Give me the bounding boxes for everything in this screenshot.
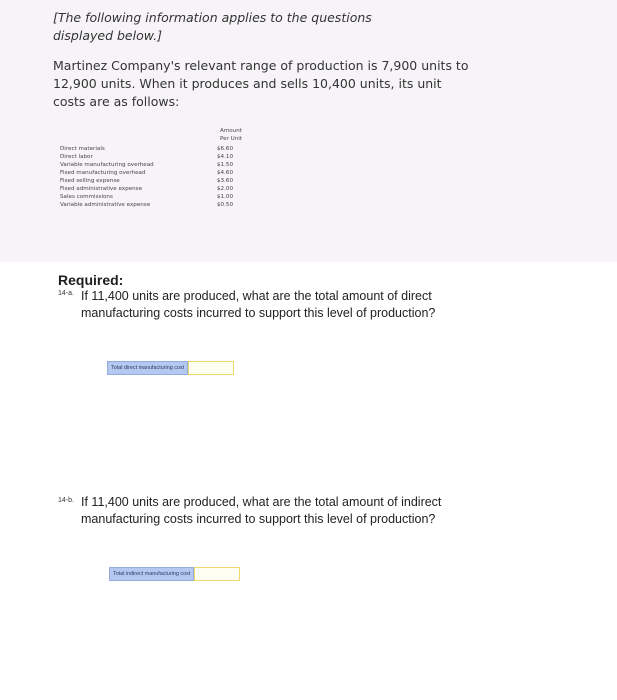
- row-value: $0.50: [217, 202, 234, 208]
- row-label: Sales commissions: [60, 194, 113, 200]
- table-row: [60, 178, 260, 185]
- table-row: [60, 186, 260, 193]
- answer-row-14a: [107, 361, 234, 375]
- row-label: Fixed manufacturing overhead: [60, 170, 146, 176]
- answer-row-14b: [109, 567, 240, 581]
- problem-info-panel: [0, 0, 617, 262]
- table-row: [60, 162, 260, 169]
- table-row: [60, 202, 260, 209]
- table-row: [60, 154, 260, 161]
- question-number-14b: 14-b.: [58, 497, 74, 504]
- row-label: Variable manufacturing overhead: [60, 162, 154, 168]
- intro-note: [The following information applies to the questions displayed below.]: [53, 10, 372, 43]
- row-value: $1.00: [217, 194, 234, 200]
- row-label: Direct materials: [60, 146, 105, 152]
- row-label: Fixed selling expense: [60, 178, 120, 184]
- row-value: $4.60: [217, 170, 234, 176]
- answer-label-direct-cost: Total direct manufacturing cost: [107, 361, 188, 375]
- row-label: Direct labor: [60, 154, 93, 160]
- table-row: [60, 146, 260, 153]
- question-text-14b: If 11,400 units are produced, what are the total amount of indirect manufacturing costs incurred to support this level of production?: [81, 495, 442, 526]
- question-number-14a: 14-a.: [58, 290, 74, 297]
- row-value: $6.60: [217, 146, 234, 152]
- problem-context: Martinez Company's relevant range of production is 7,900 units to 12,900 units. When it produces and sells 10,400 units, its unit costs are as follows:: [53, 58, 469, 109]
- column-header-amount: Amount: [220, 128, 242, 134]
- indirect-manufacturing-cost-input[interactable]: [194, 567, 240, 581]
- row-label: Variable administrative expense: [60, 202, 151, 208]
- row-value: $4.10: [217, 154, 234, 160]
- table-row: [60, 194, 260, 201]
- row-value: $3.60: [217, 178, 234, 184]
- question-text-14a: If 11,400 units are produced, what are the total amount of direct manufacturing costs incurred to support this level of production?: [81, 289, 436, 320]
- column-header-per-unit: Per Unit: [219, 136, 243, 142]
- row-label: Fixed administrative expense: [60, 186, 143, 192]
- required-heading: Required:: [58, 272, 124, 288]
- row-value: $1.50: [217, 162, 234, 168]
- row-value: $2.00: [217, 186, 234, 192]
- table-row: [60, 170, 260, 177]
- direct-manufacturing-cost-input[interactable]: [188, 361, 234, 375]
- answer-label-indirect-cost: Total indirect manufacturing cost: [109, 567, 194, 581]
